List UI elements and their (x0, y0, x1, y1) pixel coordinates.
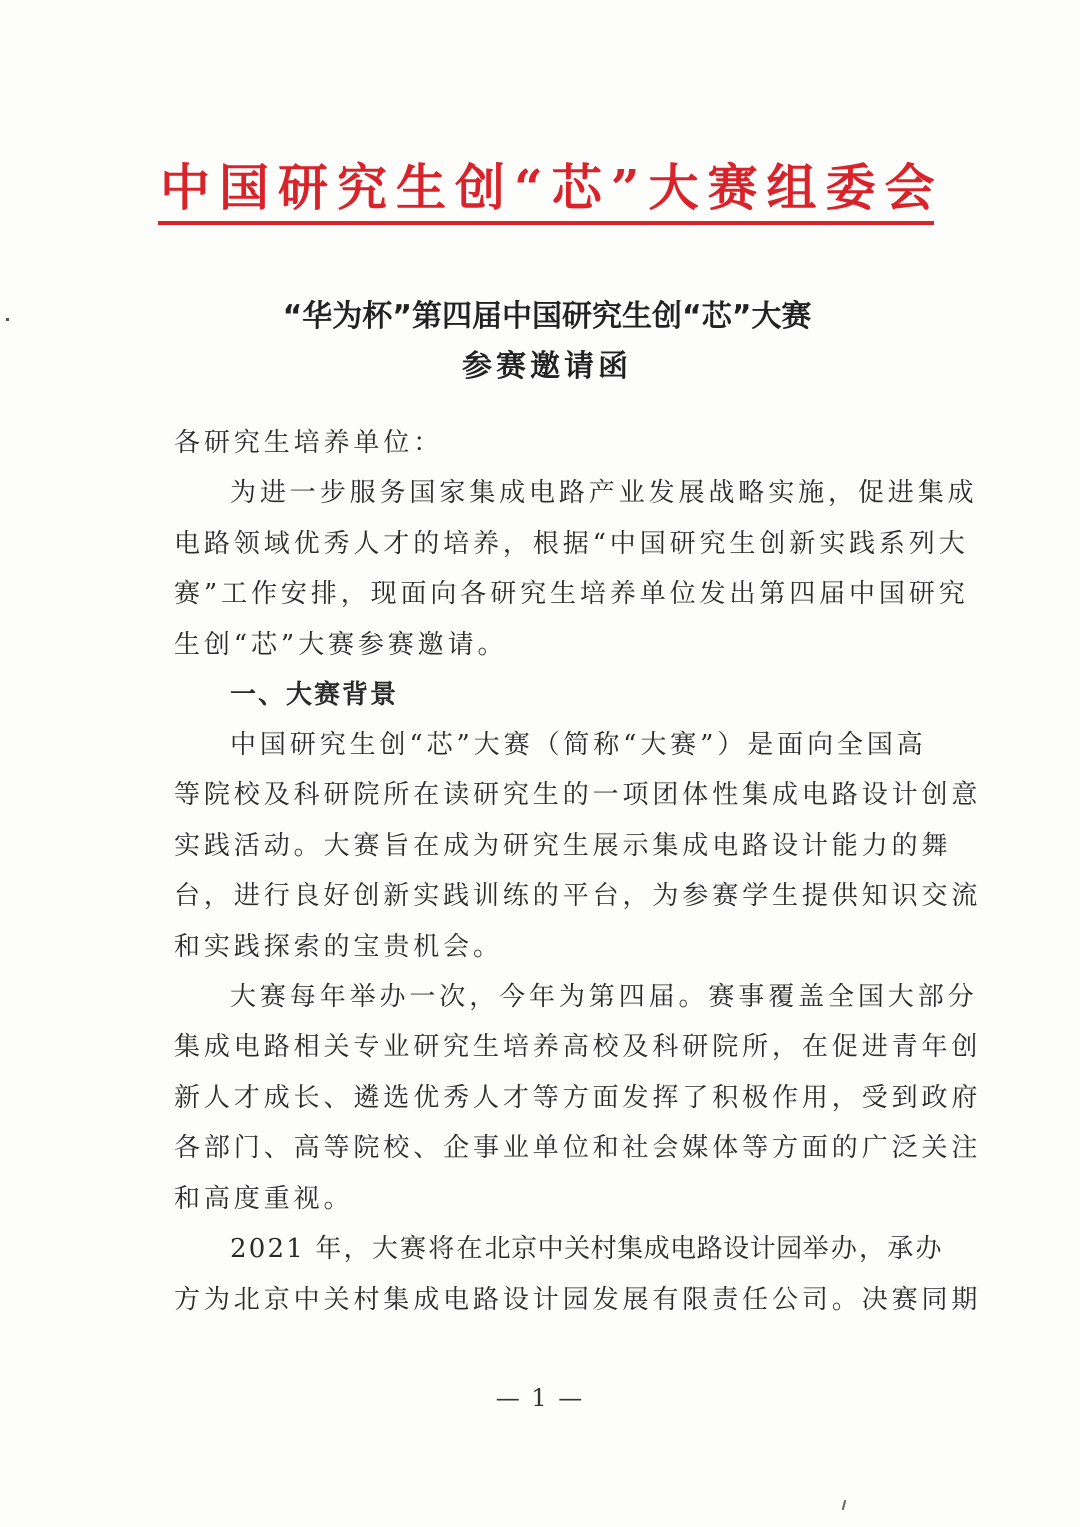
paragraph-line: 电路领域优秀人才的培养，根据“中国研究生创新实践系列大 (174, 529, 969, 559)
salutation: 各研究生培养单位： (174, 428, 444, 458)
scan-artifact (842, 1500, 847, 1510)
paragraph-line: 赛”工作安排，现面向各研究生培养单位发出第四届中国研究 (174, 579, 969, 609)
venue-name: 北京中关村集成电路设计园 (484, 1234, 803, 1264)
document-title-line2: 参赛邀请函 (462, 349, 632, 384)
paragraph-line (230, 1224, 944, 1274)
paragraph-line: 方为北京中关村集成电路设计园发展有限责任公司。决赛同期 (174, 1285, 982, 1315)
document-title-line1: “华为杯”第四届中国研究生创“芯”大赛 (282, 299, 812, 334)
text-segment: 举办，承办 (802, 1234, 944, 1264)
paragraph-line: 和高度重视。 (174, 1184, 354, 1214)
paragraph-line: 台，进行良好创新实践训练的平台，为参赛学生提供知识交流 (174, 881, 982, 911)
paragraph-line: 为进一步服务国家集成电路产业发展战略实施，促进集成 (230, 478, 978, 508)
section-heading: 一、大赛背景 (230, 680, 399, 710)
paragraph-line: 新人才成长、遴选优秀人才等方面发挥了积极作用，受到政府 (174, 1083, 982, 1113)
paragraph-line: 生创“芯”大赛参赛邀请。 (174, 630, 508, 660)
paragraph-line: 中国研究生创“芯”大赛（简称“大赛”）是面向全国高 (230, 730, 927, 760)
paragraph-line: 和实践探索的宝贵机会。 (174, 932, 503, 962)
paragraph-line: 实践活动。大赛旨在成为研究生展示集成电路设计能力的舞 (174, 831, 952, 861)
paragraph-line: 集成电路相关专业研究生培养高校及科研院所，在促进青年创 (174, 1032, 982, 1062)
text-segment: 2021 年，大赛将在 (230, 1234, 485, 1264)
paragraph-line: 等院校及科研院所在读研究生的一项团体性集成电路设计创意 (174, 780, 982, 810)
scan-artifact (6, 318, 9, 321)
letterhead-title: 中国研究生创“芯”大赛组委会 (160, 158, 944, 217)
letterhead-red-rule (158, 221, 934, 225)
paragraph-line: 大赛每年举办一次，今年为第四届。赛事覆盖全国大部分 (230, 982, 978, 1012)
paragraph-line: 各部门、高等院校、企事业单位和社会媒体等方面的广泛关注 (174, 1133, 982, 1163)
page-number: — 1 — (495, 1384, 585, 1412)
